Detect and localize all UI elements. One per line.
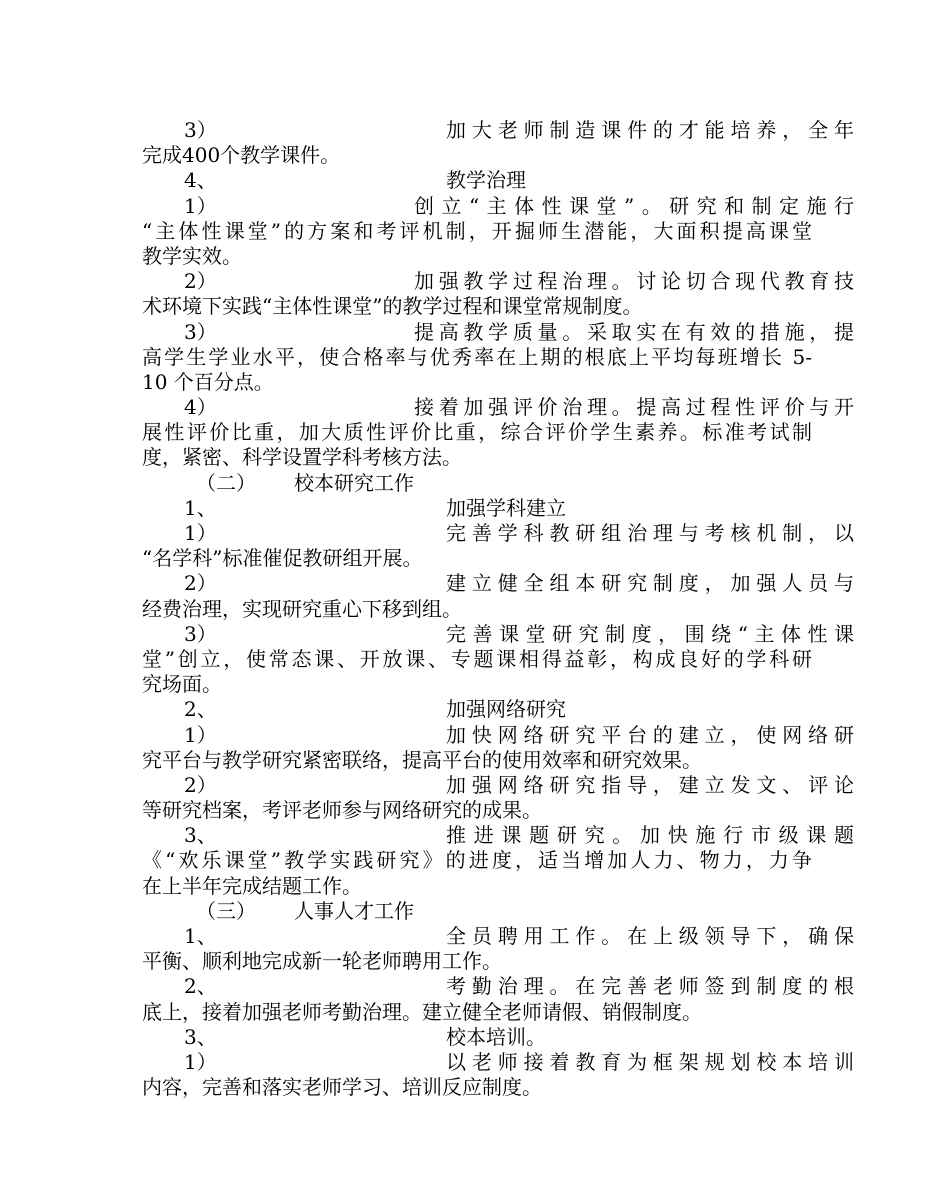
paragraph-line: [142, 949, 812, 974]
section-heading: [142, 471, 866, 496]
item-number: 1、: [184, 924, 217, 948]
item-number: 1、: [184, 495, 217, 520]
list-item-line: [142, 823, 854, 848]
paragraph-line: [142, 748, 812, 773]
paragraph-text: 内容，完善和落实老师学习、培训反应制度。: [142, 1075, 542, 1100]
list-item-line: [142, 622, 854, 647]
item-number: 4、: [184, 168, 217, 193]
item-number: 2、: [184, 974, 217, 999]
section-number: （三）: [196, 898, 256, 923]
paragraph-text: 高学生学业水平，使合格率与优秀率在上期的根底上平均每班增长 5-: [142, 344, 812, 369]
item-text: 完善学科教研组治理与考核机制，以: [446, 521, 854, 545]
list-item-line: [142, 496, 854, 521]
item-number: 1）: [184, 521, 217, 545]
paragraph-line: [142, 597, 812, 622]
paragraph-text: 堂”创立，使常态课、开放课、专题课相得益彰，构成良好的学科研: [142, 646, 812, 671]
item-text: 以老师接着教育为框架规划校本培训: [446, 1049, 854, 1074]
item-number: 3、: [184, 1024, 217, 1049]
item-text: 加强网络研究指导，建立发文、评论: [446, 772, 854, 797]
list-item-line: [142, 723, 854, 748]
paragraph-text: 经费治理，实现研究重心下移到组。: [142, 596, 462, 621]
paragraph-text: 平衡、顺利地完成新一轮老师聘用工作。: [142, 949, 502, 974]
section-number: （二）: [196, 470, 256, 495]
item-text: 校本培训。: [446, 1024, 546, 1049]
item-text: 加强学科建立: [446, 495, 566, 520]
paragraph-text: “名学科”标准催促教研组开展。: [142, 546, 423, 571]
list-item-line: [142, 1050, 854, 1075]
item-text: 创立“主体性课堂”。研究和制定施行: [414, 193, 854, 218]
item-number: 3）: [184, 319, 217, 344]
paragraph-text: 10 个百分点。: [142, 369, 274, 394]
paragraph-line: [142, 420, 812, 445]
item-number: 1）: [184, 1049, 217, 1074]
item-text: 完善课堂研究制度，围绕“主体性课: [446, 621, 854, 646]
item-number: 2）: [184, 772, 217, 797]
item-number: 4）: [184, 395, 217, 420]
item-text: 加强教学过程治理。讨论切合现代教育技: [414, 269, 854, 294]
list-item-line: [142, 269, 854, 294]
item-number: 1）: [184, 193, 217, 218]
paragraph-text: 《“欢乐课堂”教学实践研究》的进度，适当增加人力、物力，力争: [142, 848, 812, 873]
item-number: 1）: [184, 722, 217, 747]
item-text: 教学治理: [446, 168, 526, 193]
item-text: 加大老师制造课件的才能培养，全年: [446, 118, 854, 142]
list-item-line: [142, 320, 854, 345]
paragraph-line: [142, 848, 812, 873]
list-item-line: [142, 571, 854, 596]
paragraph-text: 展性评价比重，加大质性评价比重，综合评价学生素养。标准考试制: [142, 420, 812, 445]
paragraph-text: 究场面。: [142, 672, 222, 697]
list-item-line: [142, 395, 854, 420]
paragraph-line: [142, 1000, 812, 1025]
item-text: 提高教学质量。采取实在有效的措施，提: [414, 319, 854, 344]
item-number: 2）: [184, 269, 217, 294]
item-text: 接着加强评价治理。提高过程性评价与开: [414, 395, 854, 420]
paragraph-text: 完成400个教学课件。: [142, 143, 341, 168]
paragraph-line: [142, 1075, 812, 1100]
paragraph-text: 在上半年完成结题工作。: [142, 873, 362, 898]
paragraph-text: 究平台与教学研究紧密联络，提高平台的使用效率和研究效果。: [142, 747, 702, 772]
item-text: 考勤治理。在完善老师签到制度的根: [446, 974, 854, 999]
item-number: 3）: [184, 621, 217, 646]
paragraph-line: [142, 445, 812, 470]
paragraph-line: [142, 647, 812, 672]
list-item-line: [142, 168, 854, 193]
list-item-line: [142, 924, 854, 949]
paragraph-line: [142, 874, 812, 899]
paragraph-line: [142, 546, 812, 571]
item-text: 建立健全组本研究制度，加强人员与: [446, 571, 854, 596]
paragraph-line: [142, 672, 812, 697]
item-number: 2）: [184, 571, 217, 596]
item-number: 3、: [184, 823, 217, 848]
paragraph-text: 教学实效。: [142, 243, 242, 268]
paragraph-line: [142, 244, 812, 269]
section-heading: [142, 899, 866, 924]
item-text: 推进课题研究。加快施行市级课题: [446, 823, 854, 848]
section-title: 人事人才工作: [294, 898, 414, 923]
item-text: 加强网络研究: [446, 697, 566, 722]
paragraph-line: [142, 143, 812, 168]
list-item-line: [142, 194, 854, 219]
paragraph-line: [142, 370, 812, 395]
paragraph-line: [142, 345, 812, 370]
document-body: [142, 118, 854, 1100]
list-item-line: [142, 118, 854, 143]
list-item-line: [142, 974, 854, 999]
item-text: 全员聘用工作。在上级领导下，确保: [446, 924, 854, 948]
paragraph-text: “主体性课堂”的方案和考评机制，开掘师生潜能，大面积提高课堂: [142, 218, 812, 243]
paragraph-text: 术环境下实践“主体性课堂”的教学过程和课堂常规制度。: [142, 294, 643, 319]
item-text: 加快网络研究平台的建立，使网络研: [446, 722, 854, 747]
item-number: 3）: [184, 118, 217, 142]
paragraph-line: [142, 219, 812, 244]
section-title: 校本研究工作: [294, 470, 414, 495]
list-item-line: [142, 773, 854, 798]
list-item-line: [142, 1025, 854, 1050]
paragraph-line: [142, 294, 812, 319]
paragraph-line: [142, 798, 812, 823]
paragraph-text: 底上，接着加强老师考勤治理。建立健全老师请假、销假制度。: [142, 999, 702, 1024]
list-item-line: [142, 697, 854, 722]
list-item-line: [142, 521, 854, 546]
item-number: 2、: [184, 697, 217, 722]
paragraph-text: 度，紧密、科学设置学科考核方法。: [142, 445, 462, 470]
paragraph-text: 等研究档案，考评老师参与网络研究的成果。: [142, 798, 542, 823]
